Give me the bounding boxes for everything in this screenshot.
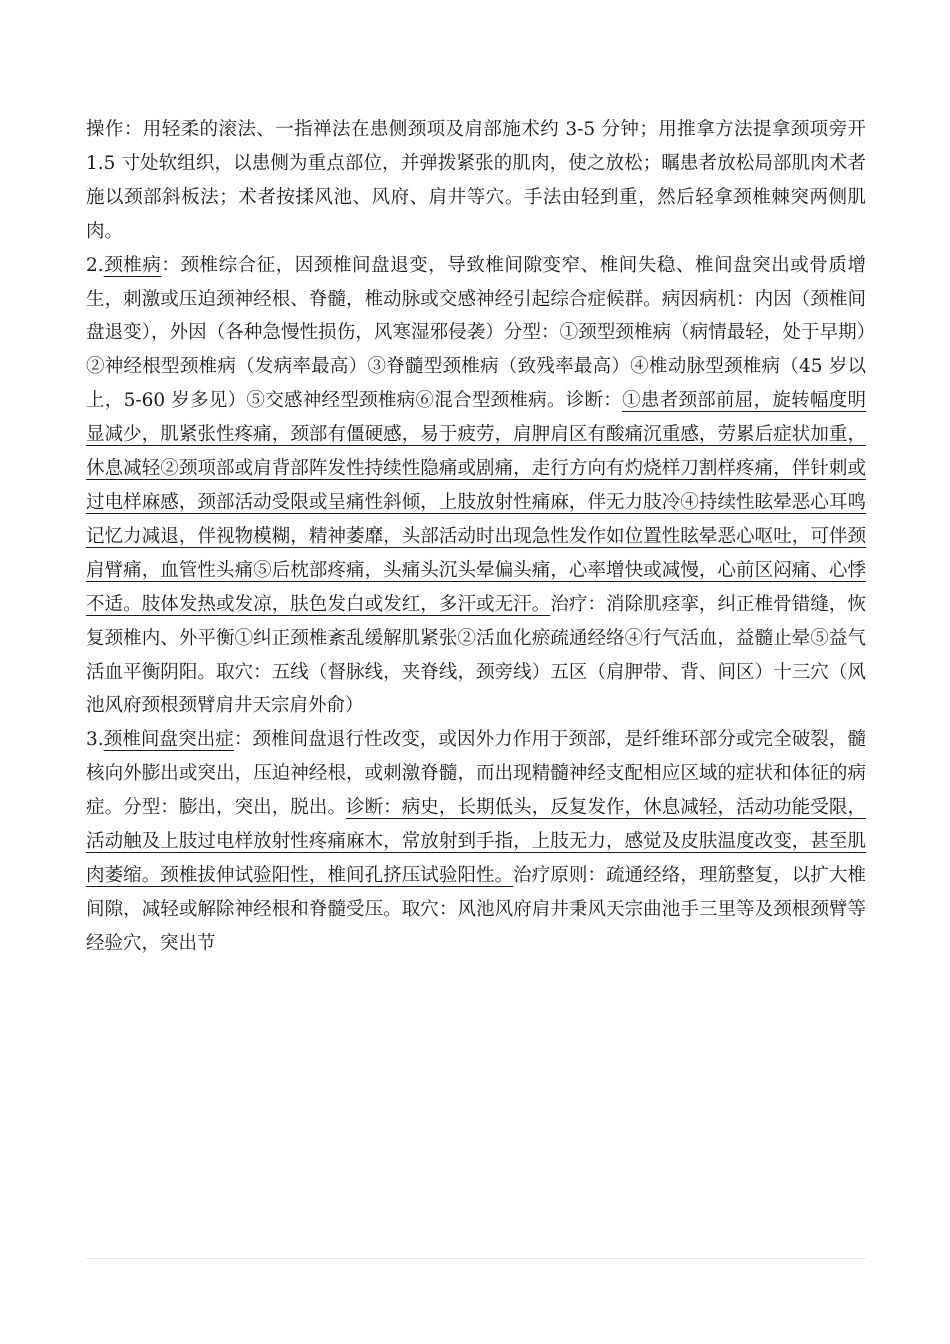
operation-text: 操作：用轻柔的滚法、一指禅法在患侧颈项及肩部施术约 3-5 分钟；用推拿方法提拿颈项旁开 1.5 寸处软组织，以患侧为重点部位，并弹拨紧张的肌肉，使之放松；瞩患者放松局部肌肉术者施以颈部斜板法；术者按揉风池、风府、肩井等穴。手法由轻到重，然后轻拿颈椎棘突两侧肌肉。 [86,119,866,242]
diagnosis-text: ①患者颈部前屈，旋转幅度明显减少，肌紧张性疼痛，颈部有僵硬感，易于疲劳，肩胛肩区有酸痛沉重感，劳累后症状加重，休息减轻②颈项部或肩背部阵发性持续性隐痛或剧痛，走行方向有灼烧样刀割样疼痛，伴针刺或过电样麻感，颈部活动受限或呈痛性斜倾，上肢放射性痛麻，伴无力肢冷④持续性眩晕恶心耳鸣记忆力减退，伴视物模糊，精神萎靡，头部活动时出现急性发作如位置性眩晕恶心呕吐，可伴颈肩臂痛，血管性头痛⑤后枕部疼痛，头痛头沉头晕偏头痛，心率增快或减慢，心前区闷痛、心悸不适。肢体发热或发凉，肤色发白或发红，多汗或无汗。 [86,390,866,615]
definition-text: ：颈椎间盘退行性改变，或因外力作用于颈部，是纤维环部分或完全破裂，髓核向外膨出或突出，压迫神经根，或刺激脊髓，而出现精髓神经支配相应区域的症状和体征的病症。分型：膨出，突出，脱出。 [86,729,866,819]
diagnosis-text: 诊断：病史，长期低头，反复发作，休息减轻，活动功能受限，活动触及上肢过电样放射性疼痛麻木，常放射到手指，上肢无力，感觉及皮肤温度改变，甚至肌肉萎缩。颈椎拔伸试验阳性，椎间孔挤压试验阳性。 [86,797,866,886]
section-term: 颈椎病 [103,254,162,276]
section-term: 颈椎间盘突出症 [103,729,234,751]
footer-divider [86,1258,866,1259]
paragraph-cervical-spondylosis [86,249,866,724]
paragraph-operation [86,113,866,249]
document-body [86,113,866,961]
paragraph-disc-herniation [86,723,866,960]
section-number: 3. [86,729,104,751]
treatment-text: 治疗原则：疏通经络，理筋整复，以扩大椎间隙，减轻或解除神经根和脊髓受压。取穴：风池风府肩井秉风天宗曲池手三里等及颈根颈臂等经验穴，突出节 [86,864,866,954]
definition-text: ：颈椎综合征，因颈椎间盘退变，导致椎间隙变窄、椎间失稳、椎间盘突出或骨质增生，刺激或压迫颈神经根、脊髓，椎动脉或交感神经引起综合症候群。病因病机：内因（颈椎间盘退变），外因（各种急慢性损伤，风寒湿邪侵袭）分型：①颈型颈椎病（病情最轻，处于早期）②神经根型颈椎病（发病率最高）③脊髓型颈椎病（致残率最高）④椎动脉型颈椎病（45 岁以上，5-60 岁多见）⑤交感神经型颈椎病⑥混合型颈椎病。诊断： [86,254,866,412]
section-number: 2. [86,254,104,276]
treatment-text: 治疗：消除肌痉挛，纠正椎骨错缝，恢复颈椎内、外平衡①纠正颈椎紊乱缓解肌紧张②活血化瘀疏通经络④行气活血，益髓止晕⑤益气活血平衡阴阳。取穴：五线（督脉线，夹脊线，颈旁线）五区（肩胛带、背、间区）十三穴（风池风府颈根颈臂肩井天宗肩外俞） [86,593,866,717]
